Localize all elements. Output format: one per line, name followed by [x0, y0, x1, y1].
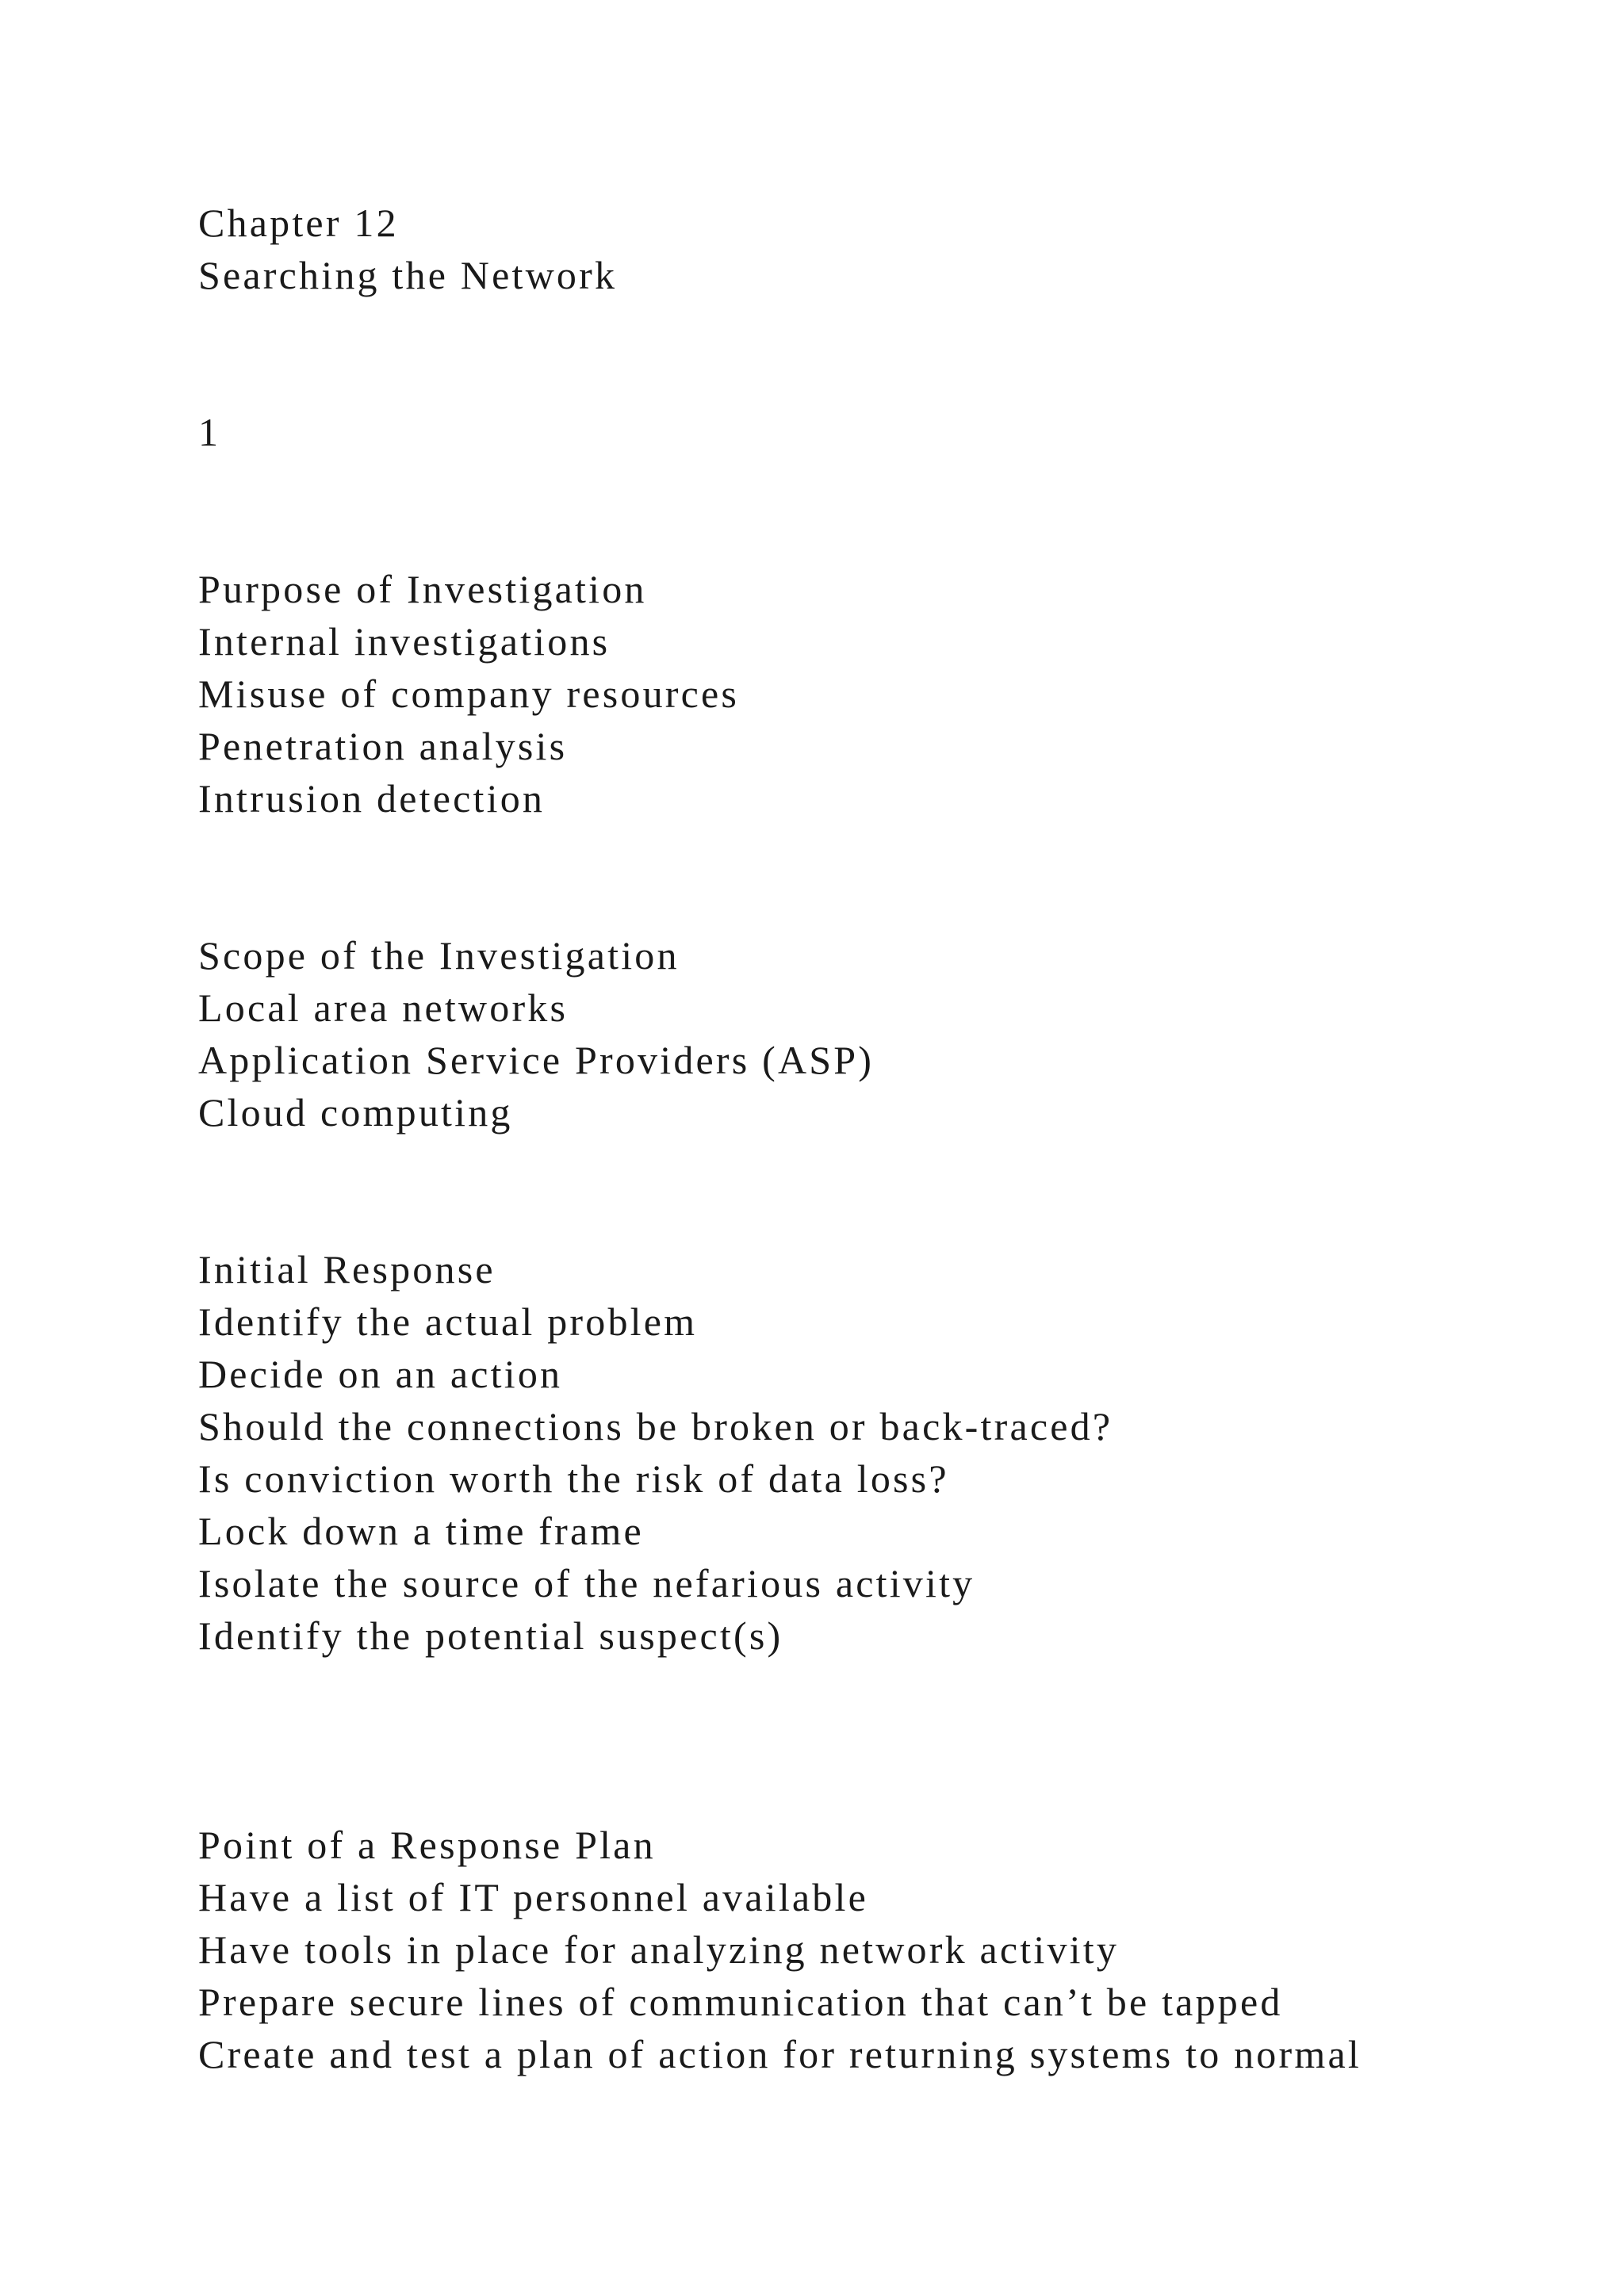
section-heading: Scope of the Investigation — [198, 933, 680, 978]
section-heading: Initial Response — [198, 1247, 496, 1292]
section-item: Identify the potential suspect(s) — [198, 1613, 783, 1658]
section-item: Decide on an action — [198, 1352, 563, 1396]
section-item: Lock down a time frame — [198, 1509, 644, 1553]
section-item: Isolate the source of the nefarious activity — [198, 1561, 975, 1605]
section-heading: Purpose of Investigation — [198, 567, 647, 611]
section-item: Application Service Providers (ASP) — [198, 1038, 875, 1082]
section-item: Prepare secure lines of communication that can’t be tapped — [198, 1980, 1283, 2024]
section-heading: Point of a Response Plan — [198, 1823, 656, 1867]
chapter-title: Searching the Network — [198, 253, 618, 297]
section-item: Identify the actual problem — [198, 1299, 698, 1344]
section-item: Cloud computing — [198, 1090, 513, 1135]
section-item: Create and test a plan of action for returning systems to normal — [198, 2032, 1362, 2076]
section-item: Have a list of IT personnel available — [198, 1875, 868, 1919]
section-item: Penetration analysis — [198, 724, 568, 768]
section-item: Local area networks — [198, 985, 569, 1030]
section-item: Misuse of company resources — [198, 672, 740, 716]
page-number: 1 — [198, 410, 221, 454]
section-item: Is conviction worth the risk of data loss? — [198, 1456, 949, 1501]
section-item: Internal investigations — [198, 619, 611, 664]
section-item: Should the connections be broken or back-traced? — [198, 1404, 1113, 1448]
chapter-number: Chapter 12 — [198, 201, 399, 245]
section-item: Have tools in place for analyzing network activity — [198, 1927, 1120, 1972]
section-item: Intrusion detection — [198, 776, 546, 821]
